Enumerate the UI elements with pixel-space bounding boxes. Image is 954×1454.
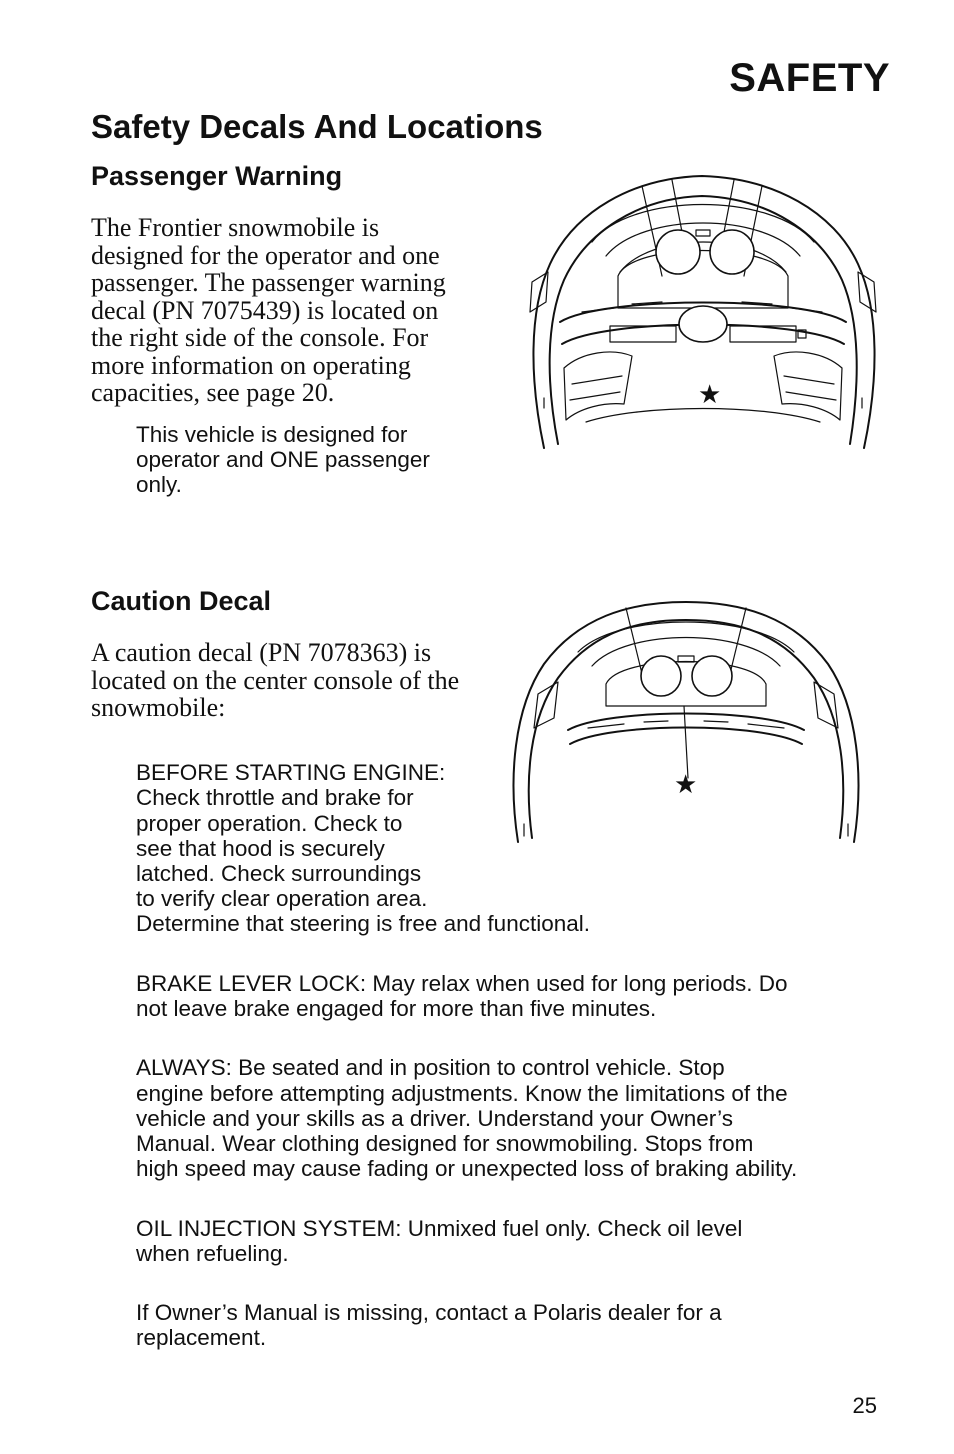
caution-decal-body: A caution decal (PN 7078363) is located on the center console of the snowmobile: [91,638,460,722]
caution-decal-paragraph: BEFORE STARTING ENGINE: Check throttle and brake for proper operation. Check to see that hood is securely latched. Check surroundings to verify clear operation area. Determine that steering is free and functional. [136,760,590,937]
passenger-warning-body: The Frontier snowmobile is designed for the operator and one passenger. The passenger warning decal (PN 7075439) is located on the right side of the console. For more information on operating capacities, see page 20. [91,213,446,407]
page-number: 25 [852,1393,877,1418]
passenger-warning-heading: Passenger Warning [91,161,343,191]
caution-decal-text [136,735,896,1385]
caution-decal-paragraph: BRAKE LEVER LOCK: May relax when used for long periods. Do not leave brake engaged for more than five minutes. [136,970,788,1022]
caution-decal-location-marker: ★ [674,769,698,799]
passenger-decal-text: This vehicle is designed for operator and ONE passenger only. [136,422,430,498]
caution-decal-heading: Caution Decal [91,586,272,616]
section-header: SAFETY [729,56,890,100]
caution-decal-paragraph: ALWAYS: Be seated and in position to control vehicle. Stop engine before attempting adjustments. Know the limitations of the vehicle and your skills as a driver. Understand your Owner’s Manual. Wear clothing designed for snowmobiling. Stops from high speed may cause fading or unexpected loss of braking ability. [136,1055,798,1182]
page-title: Safety Decals And Locations [91,108,543,145]
passenger-decal-location-marker: ★ [698,379,722,409]
caution-decal-paragraph: If Owner’s Manual is missing, contact a Polaris dealer for a replacement. [136,1300,722,1351]
snowmobile-console-illustration-passenger [522,172,884,454]
caution-decal-paragraph: OIL INJECTION SYSTEM: Unmixed fuel only. Check oil level when refueling. [136,1215,743,1266]
